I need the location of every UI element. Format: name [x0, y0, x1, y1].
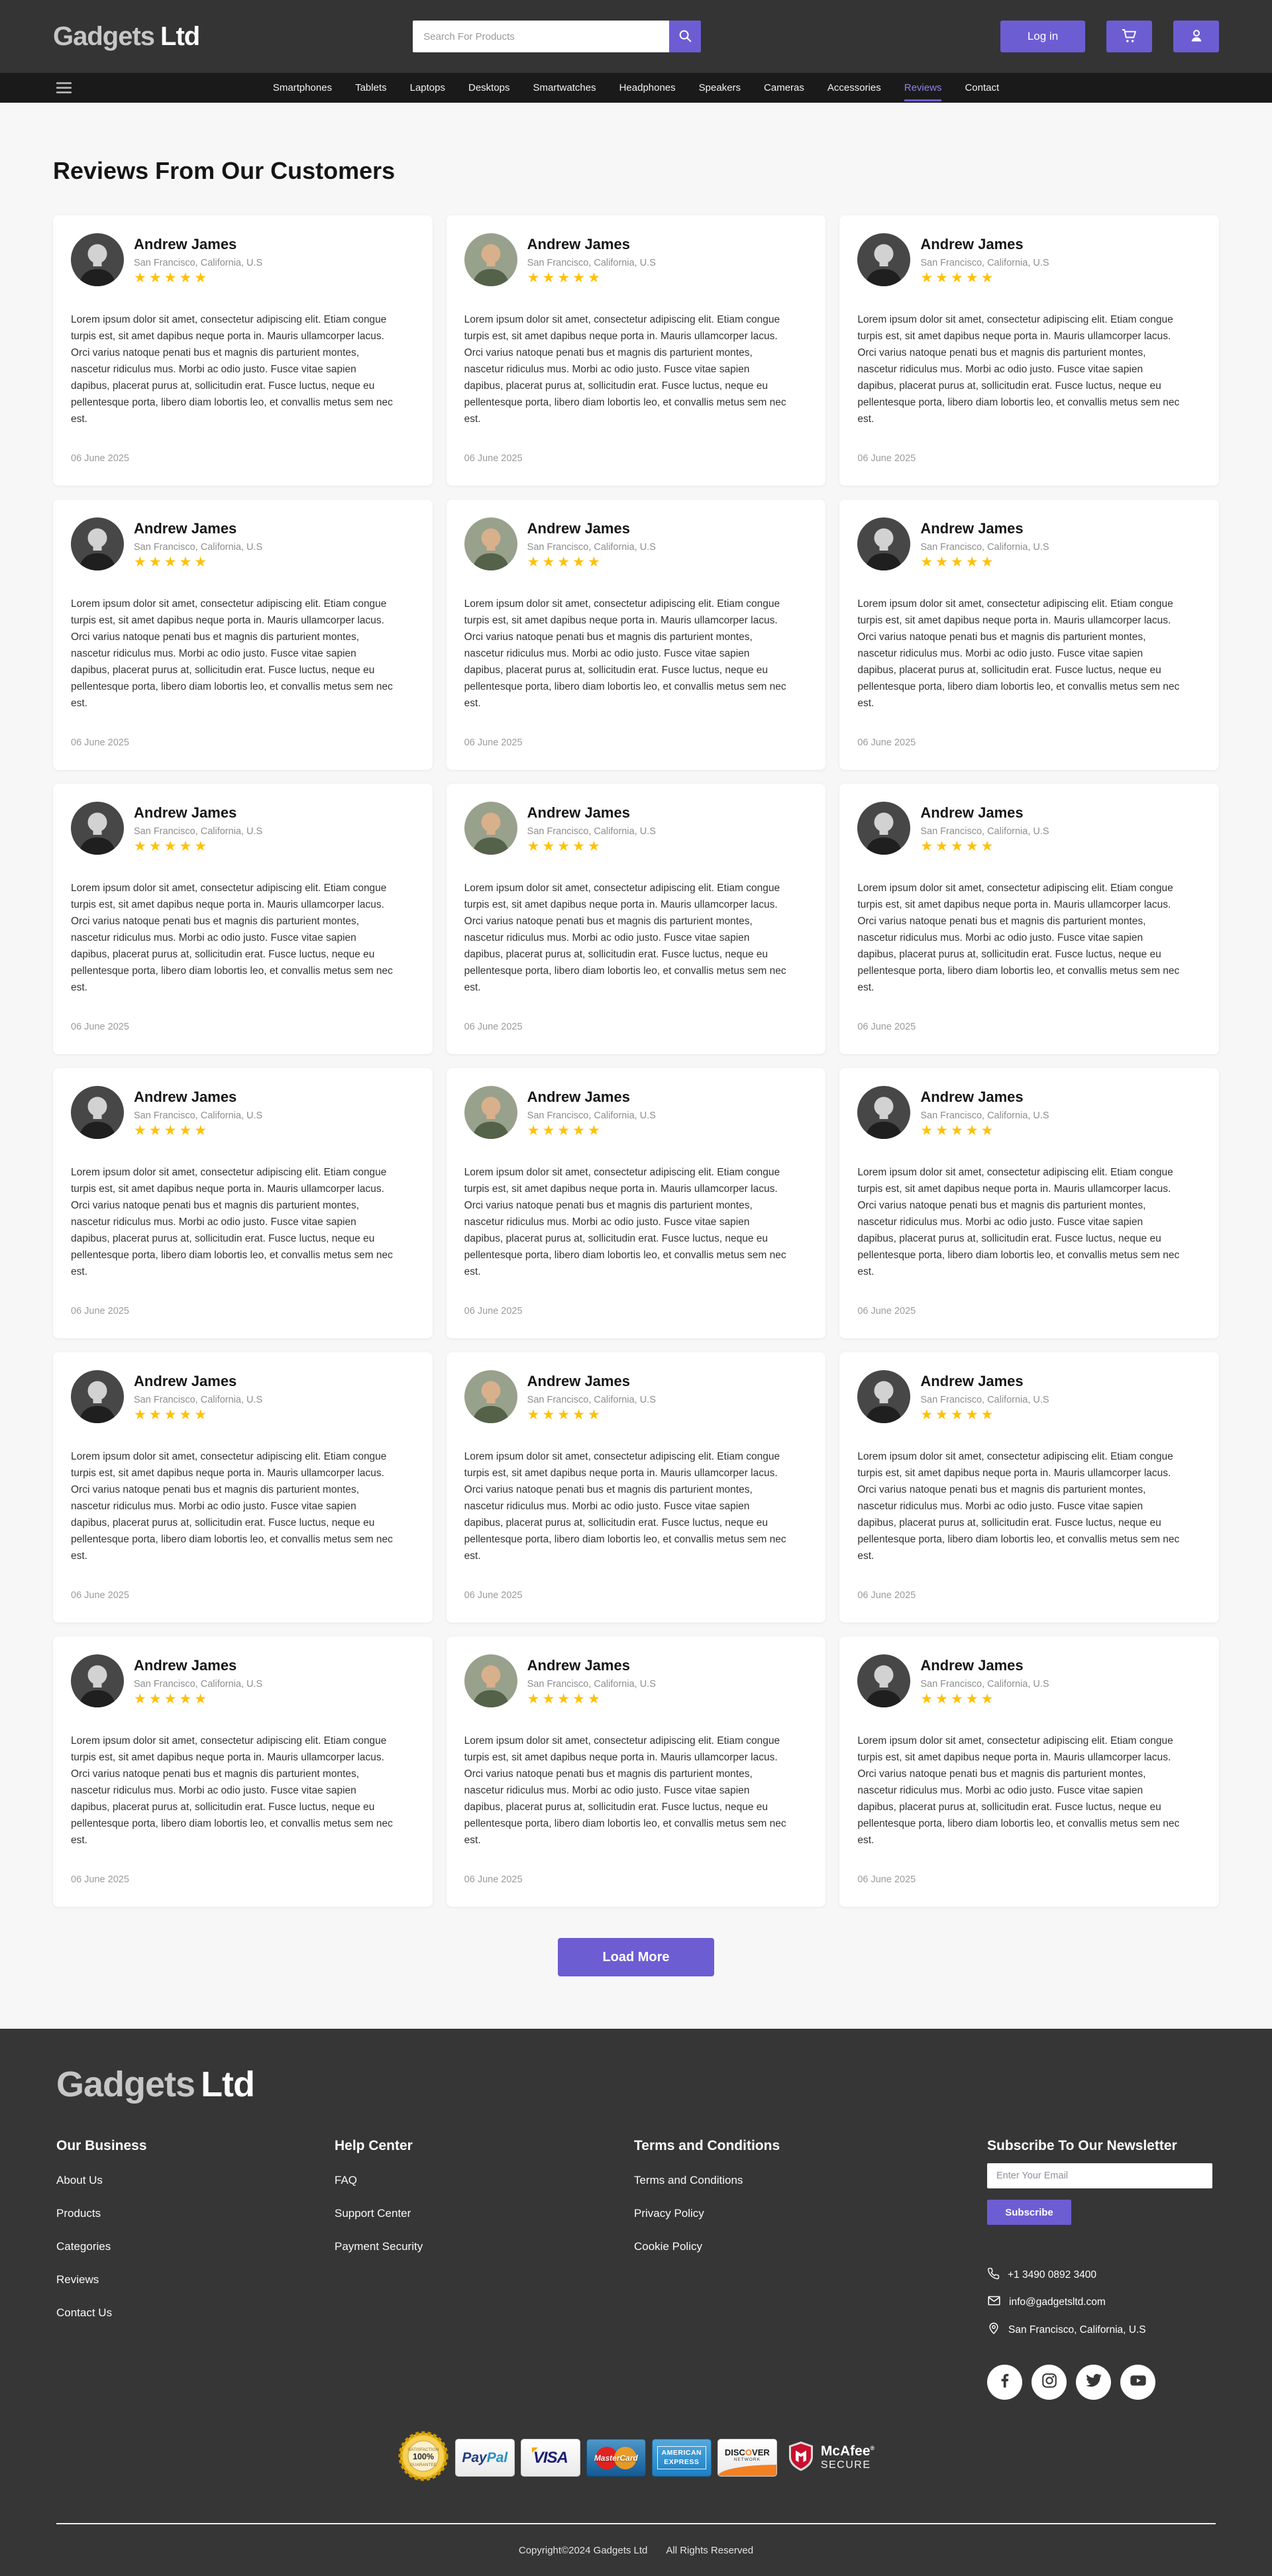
contact-list: [987, 2267, 1216, 2338]
footer-column-title: Our Business: [56, 2138, 147, 2153]
payment-badge-visa: VISA: [521, 2439, 580, 2477]
site-footer: [0, 2029, 1272, 2576]
footer-logo: [56, 2064, 1216, 2105]
review-text: Lorem ipsum dolor sit amet, consectetur adipiscing elit. Etiam congue turpis est, sit amet dapibus neque porta in. Mauris ullamcorper lacus. Orci varius natoque penati bus et magnis dis parturient montes, nascetur ridiculus mus. Morbi ac odio justo. Fusce vitae sapien dapibus, placerat purus at, sollicitudin erat. Fusce luctus, neque eu pellentesque porta, libero diam lobortis leo, et convallis metus sem nec est.: [71, 883, 393, 993]
reviewer-avatar-bw-man: [71, 517, 124, 570]
reviewer-location: San Francisco, California, U.S: [920, 1395, 1049, 1405]
copyright-text: Copyright©2024 Gadgets Ltd: [518, 2544, 648, 2556]
footer-logo-part-2: Ltd: [201, 2065, 255, 2104]
reviewer-location: San Francisco, California, U.S: [134, 826, 263, 837]
nav-item-speakers[interactable]: Speakers: [698, 81, 741, 93]
reviewer-info: [527, 802, 656, 855]
logo-part-2: Ltd: [160, 21, 200, 51]
review-header: [464, 233, 808, 286]
review-text: Lorem ipsum dolor sit amet, consectetur adipiscing elit. Etiam congue turpis est, sit amet dapibus neque porta in. Mauris ullamcorper lacus. Orci varius natoque penati bus et magnis dis parturient montes, nascetur ridiculus mus. Morbi ac odio justo. Fusce vitae sapien dapibus, placerat purus at, sollicitudin erat. Fusce luctus, neque eu pellentesque porta, libero diam lobortis leo, et convallis metus sem nec est.: [464, 1167, 786, 1277]
newsletter-email-input[interactable]: [987, 2163, 1212, 2188]
footer-link-support-center[interactable]: Support Center: [335, 2207, 411, 2220]
star-rating: ★★★★★: [134, 1123, 210, 1138]
star-rating: ★★★★★: [527, 1407, 603, 1422]
footer-link-categories[interactable]: Categories: [56, 2240, 111, 2253]
load-more-wrap: [0, 1938, 1272, 1976]
reviewer-name: Andrew James: [527, 1089, 630, 1105]
footer-link-contact-us[interactable]: Contact Us: [56, 2306, 113, 2319]
footer-column-terms-and-conditions: [634, 2138, 987, 2400]
review-header: [71, 233, 415, 286]
review-card: [53, 1352, 433, 1623]
review-header: [464, 1086, 808, 1139]
reviewer-location: San Francisco, California, U.S: [527, 826, 656, 837]
reviewer-avatar-color-man: [464, 517, 517, 570]
user-icon: [1189, 28, 1204, 46]
star-rating: ★★★★★: [134, 555, 210, 570]
footer-link-products[interactable]: Products: [56, 2207, 101, 2220]
review-date: 06 June 2025: [71, 1590, 129, 1601]
instagram-social-button[interactable]: [1032, 2365, 1067, 2400]
reviewer-name: Andrew James: [920, 1373, 1024, 1389]
reviewer-name: Andrew James: [920, 1089, 1024, 1105]
nav-item-headphones[interactable]: Headphones: [619, 81, 676, 93]
reviewer-avatar-bw-man: [857, 517, 910, 570]
reviewer-info: [527, 233, 656, 286]
nav-item-smartphones[interactable]: Smartphones: [272, 81, 333, 93]
reviewer-location: San Francisco, California, U.S: [527, 258, 656, 268]
review-header: [464, 1654, 808, 1707]
footer-link-faq[interactable]: FAQ: [335, 2174, 358, 2186]
reviewer-avatar-color-man: [464, 233, 517, 286]
cart-icon: [1121, 28, 1138, 46]
review-text: Lorem ipsum dolor sit amet, consectetur adipiscing elit. Etiam congue turpis est, sit amet dapibus neque porta in. Mauris ullamcorper lacus. Orci varius natoque penati bus et magnis dis parturient montes, nascetur ridiculus mus. Morbi ac odio justo. Fusce vitae sapien dapibus, placerat purus at, sollicitudin erat. Fusce luctus, neque eu pellentesque porta, libero diam lobortis leo, et convallis metus sem nec est.: [71, 598, 393, 709]
reviewer-name: Andrew James: [527, 804, 630, 821]
star-rating: ★★★★★: [920, 270, 996, 286]
review-date: 06 June 2025: [71, 453, 129, 464]
review-date: 06 June 2025: [71, 1022, 129, 1032]
review-date: 06 June 2025: [71, 737, 129, 748]
nav-item-laptops[interactable]: Laptops: [409, 81, 445, 93]
reviewer-info: [920, 1654, 1049, 1707]
top-header: [0, 0, 1272, 73]
star-rating: ★★★★★: [527, 1691, 603, 1707]
reviewer-name: Andrew James: [527, 520, 630, 537]
instagram-icon: [1041, 2372, 1058, 2392]
product-search: [413, 21, 701, 52]
nav-item-tablets[interactable]: Tablets: [355, 81, 387, 93]
star-rating: ★★★★★: [527, 555, 603, 570]
star-rating: ★★★★★: [920, 555, 996, 570]
review-text: Lorem ipsum dolor sit amet, consectetur adipiscing elit. Etiam congue turpis est, sit amet dapibus neque porta in. Mauris ullamcorper lacus. Orci varius natoque penati bus et magnis dis parturient montes, nascetur ridiculus mus. Morbi ac odio justo. Fusce vitae sapien dapibus, placerat purus at, sollicitudin erat. Fusce luctus, neque eu pellentesque porta, libero diam lobortis leo, et convallis metus sem nec est.: [857, 1167, 1180, 1277]
review-header: [464, 517, 808, 570]
footer-link-payment-security[interactable]: Payment Security: [335, 2240, 423, 2253]
reviews-grid: [53, 215, 1219, 1907]
rights-text: All Rights Reserved: [666, 2544, 754, 2556]
footer-link-terms-and-conditions[interactable]: Terms and Conditions: [634, 2174, 743, 2186]
review-date: 06 June 2025: [71, 1874, 129, 1885]
star-rating: ★★★★★: [920, 1691, 996, 1707]
review-text: Lorem ipsum dolor sit amet, consectetur adipiscing elit. Etiam congue turpis est, sit amet dapibus neque porta in. Mauris ullamcorper lacus. Orci varius natoque penati bus et magnis dis parturient montes, nascetur ridiculus mus. Morbi ac odio justo. Fusce vitae sapien dapibus, placerat purus at, sollicitudin erat. Fusce luctus, neque eu pellentesque porta, libero diam lobortis leo, et convallis metus sem nec est.: [857, 314, 1180, 425]
reviewer-name: Andrew James: [527, 236, 630, 252]
review-header: [857, 1370, 1201, 1423]
review-card: [447, 1068, 826, 1338]
reviewer-location: San Francisco, California, U.S: [527, 1110, 656, 1121]
reviewer-name: Andrew James: [134, 236, 237, 252]
contact-phone: +1 3490 0892 3400: [1008, 2269, 1097, 2281]
header-actions: [1000, 21, 1219, 52]
star-rating: ★★★★★: [527, 1123, 603, 1138]
star-rating: ★★★★★: [527, 839, 603, 854]
payment-badges-row: [56, 2430, 1216, 2485]
load-more-button[interactable]: Load More: [558, 1938, 714, 1976]
reviewer-location: San Francisco, California, U.S: [134, 1395, 263, 1405]
review-text: Lorem ipsum dolor sit amet, consectetur adipiscing elit. Etiam congue turpis est, sit amet dapibus neque porta in. Mauris ullamcorper lacus. Orci varius natoque penati bus et magnis dis parturient montes, nascetur ridiculus mus. Morbi ac odio justo. Fusce vitae sapien dapibus, placerat purus at, sollicitudin erat. Fusce luctus, neque eu pellentesque porta, libero diam lobortis leo, et convallis metus sem nec est.: [857, 883, 1180, 993]
phone-icon: [987, 2267, 1000, 2283]
review-date: 06 June 2025: [71, 1306, 129, 1316]
reviewer-location: San Francisco, California, U.S: [920, 1679, 1049, 1690]
reviewer-location: San Francisco, California, U.S: [134, 1679, 263, 1690]
nav-item-desktops[interactable]: Desktops: [468, 81, 510, 93]
search-input[interactable]: [413, 21, 669, 52]
reviewer-avatar-bw-man: [71, 802, 124, 855]
reviewer-info: [134, 1370, 262, 1423]
twitter-icon: [1085, 2372, 1102, 2392]
review-date: 06 June 2025: [464, 1874, 523, 1885]
review-card: [53, 500, 433, 770]
reviewer-info: [527, 1086, 656, 1139]
footer-column-help-center: [335, 2138, 634, 2400]
footer-link-columns: [56, 2138, 987, 2400]
review-text: Lorem ipsum dolor sit amet, consectetur adipiscing elit. Etiam congue turpis est, sit amet dapibus neque porta in. Mauris ullamcorper lacus. Orci varius natoque penati bus et magnis dis parturient montes, nascetur ridiculus mus. Morbi ac odio justo. Fusce vitae sapien dapibus, placerat purus at, sollicitudin erat. Fusce luctus, neque eu pellentesque porta, libero diam lobortis leo, et convallis metus sem nec est.: [857, 1735, 1180, 1846]
social-row: [987, 2365, 1216, 2400]
reviewer-avatar-bw-man: [71, 1086, 124, 1139]
copyright-bar: [56, 2524, 1216, 2576]
footer-link-about-us[interactable]: About Us: [56, 2174, 103, 2186]
reviewer-name: Andrew James: [527, 1373, 630, 1389]
review-date: 06 June 2025: [857, 453, 916, 464]
review-card: [447, 784, 826, 1054]
reviewer-name: Andrew James: [134, 1373, 237, 1389]
site-logo: [53, 22, 199, 52]
reviewer-name: Andrew James: [920, 804, 1024, 821]
review-card: [839, 1068, 1219, 1338]
reviewer-avatar-bw-man: [857, 1654, 910, 1707]
review-date: 06 June 2025: [857, 737, 916, 748]
star-rating: ★★★★★: [920, 1123, 996, 1138]
review-text: Lorem ipsum dolor sit amet, consectetur adipiscing elit. Etiam congue turpis est, sit amet dapibus neque porta in. Mauris ullamcorper lacus. Orci varius natoque penati bus et magnis dis parturient montes, nascetur ridiculus mus. Morbi ac odio justo. Fusce vitae sapien dapibus, placerat purus at, sollicitudin erat. Fusce luctus, neque eu pellentesque porta, libero diam lobortis leo, et convallis metus sem nec est.: [71, 314, 393, 425]
svg-text:SATISFACTION: SATISFACTION: [407, 2447, 439, 2452]
star-rating: ★★★★★: [920, 839, 996, 854]
review-card: [447, 500, 826, 770]
nav-item-smartwatches[interactable]: Smartwatches: [533, 81, 596, 93]
contact-address: San Francisco, California, U.S: [1008, 2324, 1146, 2335]
review-date: 06 June 2025: [857, 1590, 916, 1601]
reviewer-info: [134, 1654, 262, 1707]
review-header: [71, 802, 415, 855]
subscribe-button[interactable]: Subscribe: [987, 2200, 1071, 2225]
star-rating: ★★★★★: [134, 839, 210, 854]
review-card: [447, 1637, 826, 1907]
star-rating: ★★★★★: [134, 270, 210, 286]
payment-badge-mcafee: McAfee® SECURE: [787, 2441, 874, 2475]
footer-logo-part-1: Gadgets: [56, 2065, 195, 2104]
reviewer-info: [920, 517, 1049, 570]
location-pin-icon: [987, 2322, 1000, 2338]
reviewer-name: Andrew James: [134, 1089, 237, 1105]
reviewer-avatar-color-man: [464, 1370, 517, 1423]
reviewer-info: [134, 517, 262, 570]
newsletter-title: Subscribe To Our Newsletter: [987, 2138, 1177, 2153]
newsletter-column: [987, 2138, 1216, 2400]
reviewer-info: [920, 233, 1049, 286]
email-icon: [987, 2294, 1001, 2311]
reviewer-info: [920, 802, 1049, 855]
reviewer-location: San Francisco, California, U.S: [920, 258, 1049, 268]
reviewer-avatar-bw-man: [71, 1654, 124, 1707]
reviewer-info: [920, 1086, 1049, 1139]
reviewer-info: [134, 233, 262, 286]
review-card: [447, 215, 826, 486]
reviewer-location: San Francisco, California, U.S: [134, 258, 263, 268]
youtube-icon: [1129, 2371, 1147, 2393]
footer-column-title: Help Center: [335, 2138, 413, 2153]
review-date: 06 June 2025: [857, 1306, 916, 1316]
reviewer-info: [527, 517, 656, 570]
payment-badge-discover: DISCOVER NETWORK: [717, 2439, 777, 2477]
star-rating: ★★★★★: [527, 270, 603, 286]
contact-phone-row: [987, 2267, 1216, 2283]
reviewer-location: San Francisco, California, U.S: [920, 1110, 1049, 1121]
logo-part-1: Gadgets: [53, 21, 155, 51]
contact-email: info@gadgetsltd.com: [1009, 2296, 1106, 2308]
review-header: [857, 1654, 1201, 1707]
review-text: Lorem ipsum dolor sit amet, consectetur adipiscing elit. Etiam congue turpis est, sit amet dapibus neque porta in. Mauris ullamcorper lacus. Orci varius natoque penati bus et magnis dis parturient montes, nascetur ridiculus mus. Morbi ac odio justo. Fusce vitae sapien dapibus, placerat purus at, sollicitudin erat. Fusce luctus, neque eu pellentesque porta, libero diam lobortis leo, et convallis metus sem nec est.: [464, 314, 786, 425]
payment-badge-guarantee: [398, 2430, 449, 2485]
reviewer-info: [527, 1654, 656, 1707]
review-date: 06 June 2025: [857, 1022, 916, 1032]
reviewer-location: San Francisco, California, U.S: [527, 1679, 656, 1690]
reviewer-name: Andrew James: [527, 1657, 630, 1674]
star-rating: ★★★★★: [920, 1407, 996, 1422]
reviewer-name: Andrew James: [920, 520, 1024, 537]
review-date: 06 June 2025: [464, 737, 523, 748]
review-card: [839, 500, 1219, 770]
review-text: Lorem ipsum dolor sit amet, consectetur adipiscing elit. Etiam congue turpis est, sit amet dapibus neque porta in. Mauris ullamcorper lacus. Orci varius natoque penati bus et magnis dis parturient montes, nascetur ridiculus mus. Morbi ac odio justo. Fusce vitae sapien dapibus, placerat purus at, sollicitudin erat. Fusce luctus, neque eu pellentesque porta, libero diam lobortis leo, et convallis metus sem nec est.: [71, 1735, 393, 1846]
review-header: [857, 233, 1201, 286]
review-card: [839, 1352, 1219, 1623]
nav-item-accessories[interactable]: Accessories: [827, 81, 881, 93]
reviewer-avatar-color-man: [464, 802, 517, 855]
payment-badge-paypal: PayPal: [455, 2439, 515, 2477]
reviewer-location: San Francisco, California, U.S: [527, 542, 656, 553]
footer-link-reviews[interactable]: Reviews: [56, 2273, 99, 2286]
search-icon: [678, 28, 692, 45]
review-card: [53, 1637, 433, 1907]
review-date: 06 June 2025: [464, 1306, 523, 1316]
reviewer-info: [527, 1370, 656, 1423]
review-text: Lorem ipsum dolor sit amet, consectetur adipiscing elit. Etiam congue turpis est, sit amet dapibus neque porta in. Mauris ullamcorper lacus. Orci varius natoque penati bus et magnis dis parturient montes, nascetur ridiculus mus. Morbi ac odio justo. Fusce vitae sapien dapibus, placerat purus at, sollicitudin erat. Fusce luctus, neque eu pellentesque porta, libero diam lobortis leo, et convallis metus sem nec est.: [464, 1735, 786, 1846]
review-header: [71, 1370, 415, 1423]
review-header: [464, 1370, 808, 1423]
footer-link-cookie-policy[interactable]: Cookie Policy: [634, 2240, 702, 2253]
youtube-social-button[interactable]: [1120, 2365, 1155, 2400]
facebook-icon: [996, 2371, 1014, 2393]
review-header: [71, 1654, 415, 1707]
search-button[interactable]: [669, 21, 701, 52]
nav-item-cameras[interactable]: Cameras: [764, 81, 804, 93]
review-card: [839, 784, 1219, 1054]
nav-item-reviews[interactable]: Reviews: [904, 75, 942, 101]
reviewer-info: [134, 1086, 262, 1139]
reviewer-name: Andrew James: [920, 1657, 1024, 1674]
review-header: [857, 1086, 1201, 1139]
reviewer-location: San Francisco, California, U.S: [134, 1110, 263, 1121]
review-text: Lorem ipsum dolor sit amet, consectetur adipiscing elit. Etiam congue turpis est, sit amet dapibus neque porta in. Mauris ullamcorper lacus. Orci varius natoque penati bus et magnis dis parturient montes, nascetur ridiculus mus. Morbi ac odio justo. Fusce vitae sapien dapibus, placerat purus at, sollicitudin erat. Fusce luctus, neque eu pellentesque porta, libero diam lobortis leo, et convallis metus sem nec est.: [464, 883, 786, 993]
review-date: 06 June 2025: [464, 1590, 523, 1601]
review-card: [447, 1352, 826, 1623]
contact-address-row: [987, 2322, 1216, 2338]
review-text: Lorem ipsum dolor sit amet, consectetur adipiscing elit. Etiam congue turpis est, sit amet dapibus neque porta in. Mauris ullamcorper lacus. Orci varius natoque penati bus et magnis dis parturient montes, nascetur ridiculus mus. Morbi ac odio justo. Fusce vitae sapien dapibus, placerat purus at, sollicitudin erat. Fusce luctus, neque eu pellentesque porta, libero diam lobortis leo, et convallis metus sem nec est.: [464, 1451, 786, 1562]
reviewer-info: [920, 1370, 1049, 1423]
mcafee-shield-icon: [787, 2441, 815, 2475]
contact-email-row: [987, 2294, 1216, 2311]
facebook-social-button[interactable]: [987, 2365, 1022, 2400]
login-button[interactable]: Log in: [1000, 21, 1085, 52]
cart-button[interactable]: [1106, 21, 1152, 52]
reviewer-avatar-bw-man: [857, 233, 910, 286]
svg-text:100%: 100%: [412, 2452, 434, 2461]
reviewer-avatar-bw-man: [857, 1370, 910, 1423]
reviewer-location: San Francisco, California, U.S: [134, 542, 263, 553]
reviewer-avatar-color-man: [464, 1086, 517, 1139]
review-card: [53, 1068, 433, 1338]
footer-column-title: Terms and Conditions: [634, 2138, 780, 2153]
footer-link-privacy-policy[interactable]: Privacy Policy: [634, 2207, 704, 2220]
reviewer-info: [134, 802, 262, 855]
reviewer-avatar-color-man: [464, 1654, 517, 1707]
payment-badge-mastercard: MasterCard: [586, 2439, 646, 2477]
review-header: [857, 802, 1201, 855]
reviewer-name: Andrew James: [134, 1657, 237, 1674]
review-header: [464, 802, 808, 855]
footer-column-our-business: [56, 2138, 335, 2400]
review-text: Lorem ipsum dolor sit amet, consectetur adipiscing elit. Etiam congue turpis est, sit amet dapibus neque porta in. Mauris ullamcorper lacus. Orci varius natoque penati bus et magnis dis parturient montes, nascetur ridiculus mus. Morbi ac odio justo. Fusce vitae sapien dapibus, placerat purus at, sollicitudin erat. Fusce luctus, neque eu pellentesque porta, libero diam lobortis leo, et convallis metus sem nec est.: [464, 598, 786, 709]
review-text: Lorem ipsum dolor sit amet, consectetur adipiscing elit. Etiam congue turpis est, sit amet dapibus neque porta in. Mauris ullamcorper lacus. Orci varius natoque penati bus et magnis dis parturient montes, nascetur ridiculus mus. Morbi ac odio justo. Fusce vitae sapien dapibus, placerat purus at, sollicitudin erat. Fusce luctus, neque eu pellentesque porta, libero diam lobortis leo, et convallis metus sem nec est.: [857, 598, 1180, 709]
review-header: [71, 517, 415, 570]
star-rating: ★★★★★: [134, 1407, 210, 1422]
review-card: [839, 215, 1219, 486]
nav-links: [273, 75, 999, 101]
reviews-page: [0, 157, 1272, 1976]
hamburger-menu-icon[interactable]: [56, 82, 72, 96]
page-title: Reviews From Our Customers: [53, 157, 396, 184]
reviewer-avatar-bw-man: [857, 1086, 910, 1139]
review-header: [857, 517, 1201, 570]
reviewer-avatar-bw-man: [857, 802, 910, 855]
reviewer-location: San Francisco, California, U.S: [920, 826, 1049, 837]
reviewer-avatar-bw-man: [71, 233, 124, 286]
reviewer-name: Andrew James: [134, 804, 237, 821]
review-text: Lorem ipsum dolor sit amet, consectetur adipiscing elit. Etiam congue turpis est, sit amet dapibus neque porta in. Mauris ullamcorper lacus. Orci varius natoque penati bus et magnis dis parturient montes, nascetur ridiculus mus. Morbi ac odio justo. Fusce vitae sapien dapibus, placerat purus at, sollicitudin erat. Fusce luctus, neque eu pellentesque porta, libero diam lobortis leo, et convallis metus sem nec est.: [71, 1167, 393, 1277]
review-date: 06 June 2025: [464, 1022, 523, 1032]
reviewer-name: Andrew James: [134, 520, 237, 537]
review-date: 06 June 2025: [857, 1874, 916, 1885]
review-text: Lorem ipsum dolor sit amet, consectetur adipiscing elit. Etiam congue turpis est, sit amet dapibus neque porta in. Mauris ullamcorper lacus. Orci varius natoque penati bus et magnis dis parturient montes, nascetur ridiculus mus. Morbi ac odio justo. Fusce vitae sapien dapibus, placerat purus at, sollicitudin erat. Fusce luctus, neque eu pellentesque porta, libero diam lobortis leo, et convallis metus sem nec est.: [71, 1451, 393, 1562]
review-text: Lorem ipsum dolor sit amet, consectetur adipiscing elit. Etiam congue turpis est, sit amet dapibus neque porta in. Mauris ullamcorper lacus. Orci varius natoque penati bus et magnis dis parturient montes, nascetur ridiculus mus. Morbi ac odio justo. Fusce vitae sapien dapibus, placerat purus at, sollicitudin erat. Fusce luctus, neque eu pellentesque porta, libero diam lobortis leo, et convallis metus sem nec est.: [857, 1451, 1180, 1562]
nav-item-contact[interactable]: Contact: [965, 81, 1000, 93]
star-rating: ★★★★★: [134, 1691, 210, 1707]
account-button[interactable]: [1173, 21, 1219, 52]
review-card: [839, 1637, 1219, 1907]
payment-badge-amex: AMERICAN EXPRESS: [652, 2439, 712, 2477]
reviewer-location: San Francisco, California, U.S: [920, 542, 1049, 553]
svg-text:GUARANTEE: GUARANTEE: [409, 2463, 437, 2467]
footer-columns: [56, 2138, 1216, 2400]
review-card: [53, 784, 433, 1054]
reviewer-location: San Francisco, California, U.S: [527, 1395, 656, 1405]
review-date: 06 June 2025: [464, 453, 523, 464]
review-header: [71, 1086, 415, 1139]
twitter-social-button[interactable]: [1076, 2365, 1111, 2400]
reviewer-name: Andrew James: [920, 236, 1024, 252]
review-card: [53, 215, 433, 486]
reviewer-avatar-bw-man: [71, 1370, 124, 1423]
main-nav: [0, 73, 1272, 103]
